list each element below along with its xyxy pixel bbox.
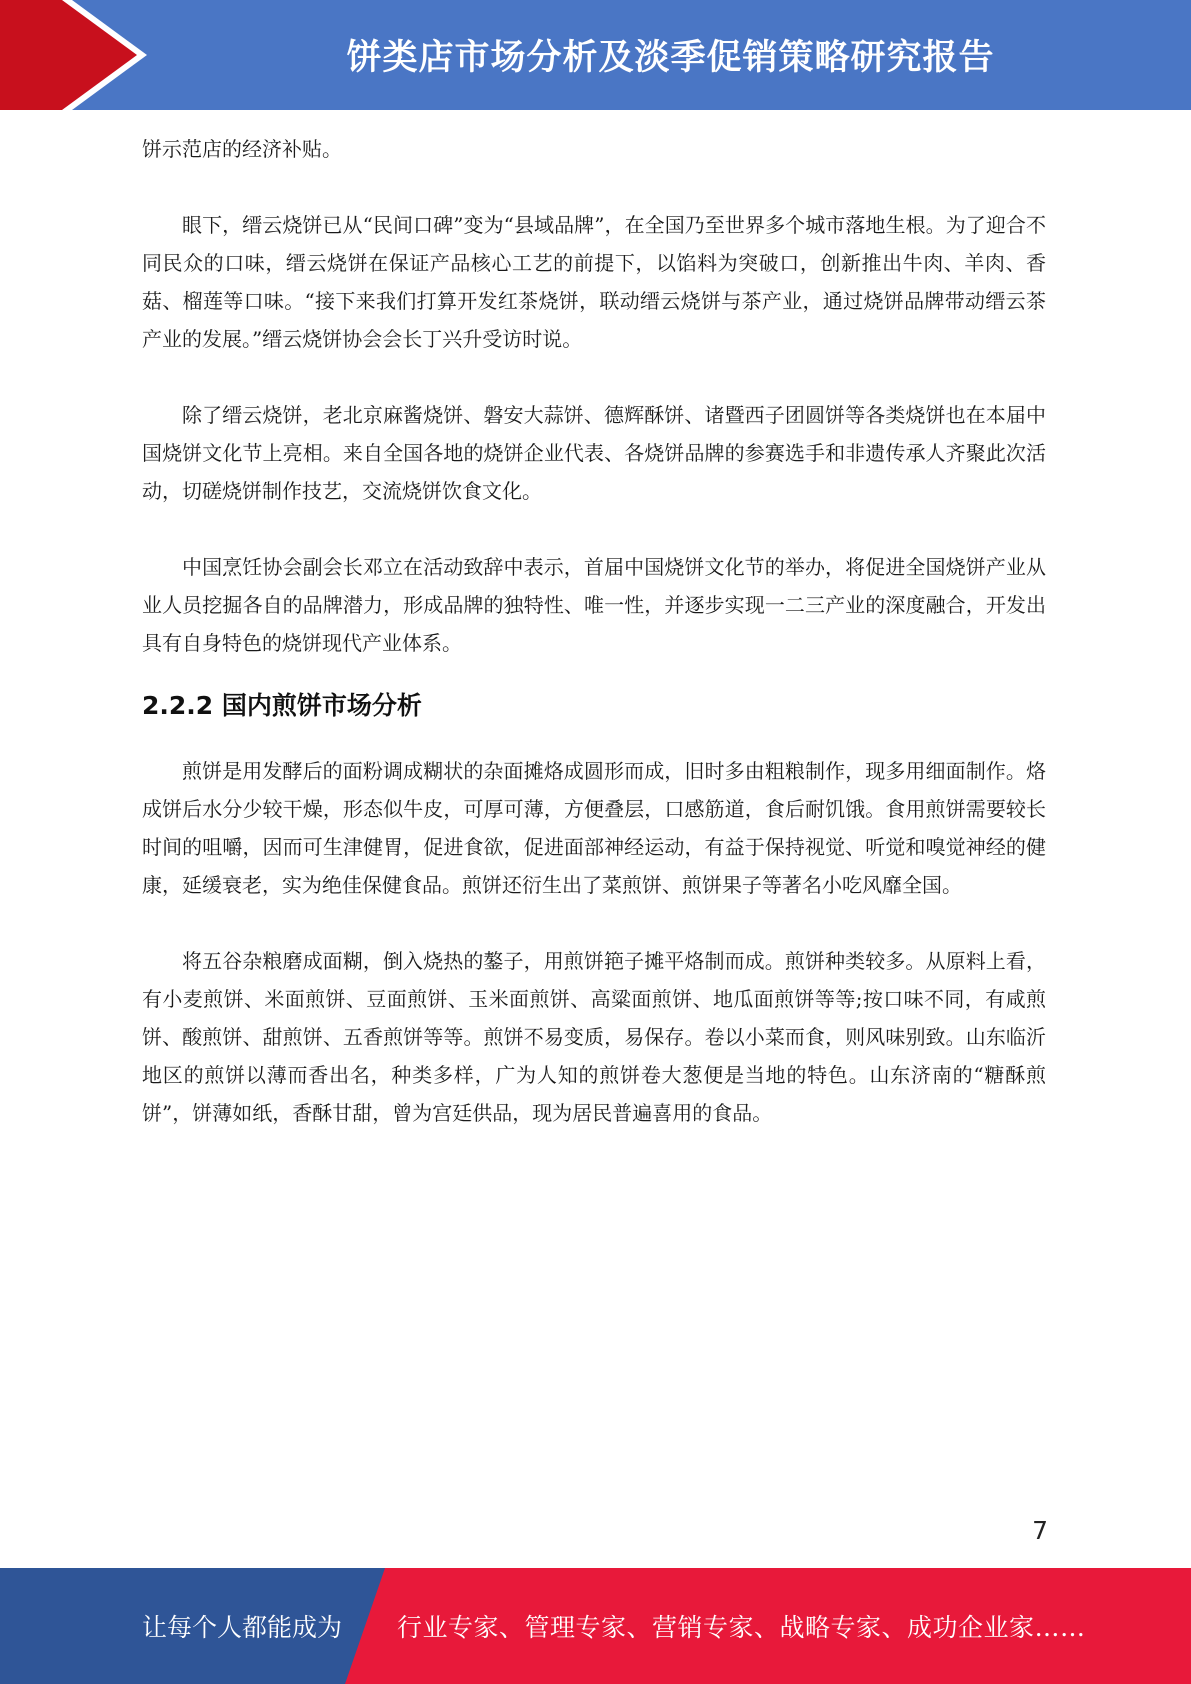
paragraph-continuation: 饼示范店的经济补贴。	[142, 137, 342, 161]
paragraph-association-speech: 中国烹饪协会副会长邓立在活动致辞中表示，首届中国烧饼文化节的举办，将促进全国烧饼产业从业人员挖掘各自的品牌潜力，形成品牌的独特性、唯一性，并逐步实现一二三产业的深度融合，开发出具有自身特色的烧饼现代产业体系。	[142, 555, 1046, 655]
paragraph-jinyun-brand: 眼下，缙云烧饼已从“民间口碑”变为“县域品牌”，在全国乃至世界多个城市落地生根。为了迎合不同民众的口味，缙云烧饼在保证产品核心工艺的前提下，以馅料为突破口，创新推出牛肉、羊肉、香菇、榴莲等口味。“接下来我们打算开发红茶烧饼，联动缙云烧饼与茶产业，通过烧饼品牌带动缙云茶产业的发展。”缙云烧饼协会会长丁兴升受访时说。	[142, 213, 1046, 351]
paragraph-jianbing-intro: 煎饼是用发酵后的面粉调成糊状的杂面摊烙成圆形而成，旧时多由粗粮制作，现多用细面制作。烙成饼后水分少较干燥，形态似牛皮，可厚可薄，方便叠层，口感筋道，食后耐饥饿。食用煎饼需要较长时间的咀嚼，因而可生津健胃，促进食欲，促进面部神经运动，有益于保持视觉、听觉和嗅觉神经的健康，延缓衰老，实为绝佳保健食品。煎饼还衍生出了菜煎饼、煎饼果子等著名小吃风靡全国。	[142, 759, 1046, 897]
paragraph-jianbing-types: 将五谷杂粮磨成面糊，倒入烧热的鏊子，用煎饼筢子摊平烙制而成。煎饼种类较多。从原料上看，有小麦煎饼、米面煎饼、豆面煎饼、玉米面煎饼、高粱面煎饼、地瓜面煎饼等等;按口味不同，有咸煎饼、酸煎饼、甜煎饼、五香煎饼等等。煎饼不易变质，易保存。卷以小菜而食，则风味别致。山东临沂地区的煎饼以薄而香出名，种类多样，广为人知的煎饼卷大葱便是当地的特色。山东济南的“糖酥煎饼”，饼薄如纸，香酥甘甜，曾为宫廷供品，现为居民普遍喜用的食品。	[142, 949, 1046, 1125]
page-number: 7	[1032, 1516, 1048, 1545]
footer-banner	[0, 1568, 1191, 1684]
paragraph-festival: 除了缙云烧饼，老北京麻酱烧饼、磐安大蒜饼、德辉酥饼、诸暨西子团圆饼等各类烧饼也在本届中国烧饼文化节上亮相。来自全国各地的烧饼企业代表、各烧饼品牌的参赛选手和非遗传承人齐聚此次活动，切磋烧饼制作技艺，交流烧饼饮食文化。	[142, 403, 1046, 503]
header-arrow-decoration	[0, 0, 160, 110]
footer-slogan-right: 行业专家、管理专家、营销专家、战略专家、成功企业家……	[397, 1613, 1086, 1642]
section-heading: 2.2.2 国内煎饼市场分析	[142, 691, 422, 720]
document-title: 饼类店市场分析及淡季促销策略研究报告	[346, 38, 995, 78]
header-banner	[0, 0, 1191, 110]
footer-slogan-left: 让每个人都能成为	[142, 1613, 343, 1642]
page-content	[142, 130, 1046, 1132]
